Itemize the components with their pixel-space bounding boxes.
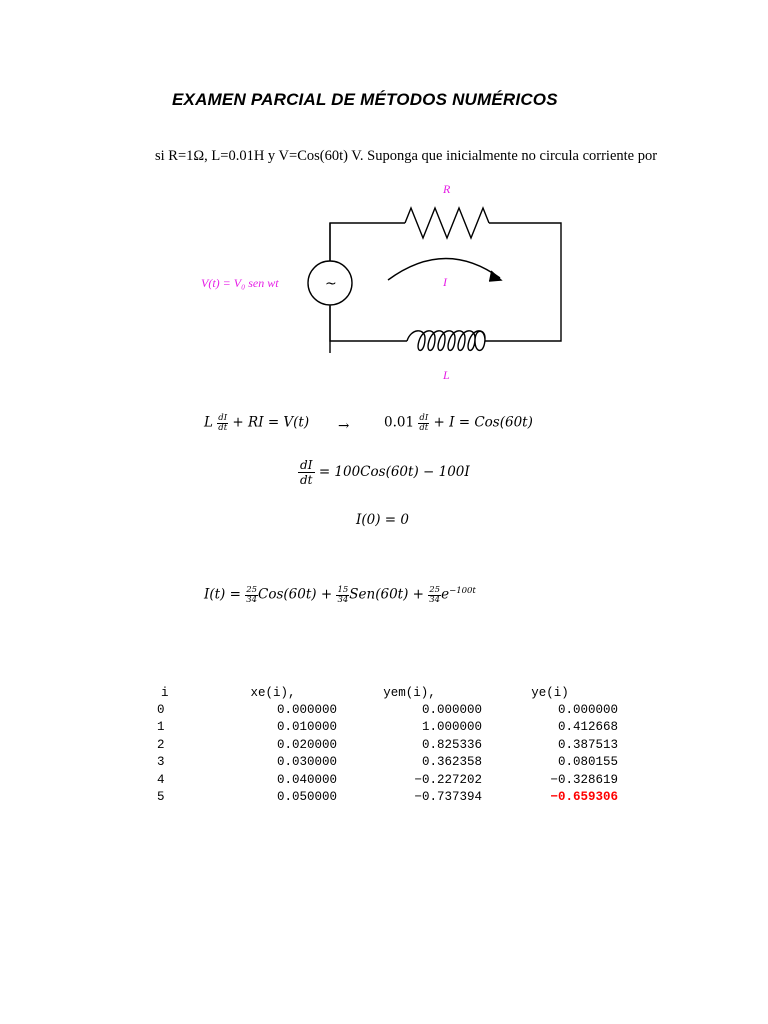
implies-arrow: →: [338, 418, 350, 434]
header-i: i: [161, 685, 169, 700]
arrow-head-icon: [489, 271, 501, 281]
resistor-label: R: [443, 182, 451, 196]
bottom-wire-left: [330, 306, 407, 341]
source-label: V(t) = V₀ sen wt: [201, 276, 279, 290]
table-row: 1 0.010000 1.000000 0.412668: [157, 720, 618, 735]
table-row: 0 0.000000 0.000000 0.000000: [157, 703, 618, 718]
highlighted-value: −0.659306: [550, 790, 618, 805]
header-ye: ye(i): [531, 685, 569, 700]
initial-condition: I(0) = 0: [356, 512, 409, 528]
page-title: EXAMEN PARCIAL DE MÉTODOS NUMÉRICOS: [172, 90, 558, 109]
source-symbol: ~: [325, 276, 337, 292]
header-yem: yem(i),: [383, 685, 436, 700]
table-header-row: [155, 684, 618, 701]
table-row: 5 0.050000 −0.737394 −0.659306: [157, 790, 618, 805]
current-label: I: [443, 275, 447, 289]
header-xe: xe(i),: [250, 685, 296, 700]
inductor-label: L: [443, 368, 450, 382]
inductor-coil: [407, 331, 485, 351]
results-table: [155, 684, 618, 806]
table-row: 4 0.040000 −0.227202 −0.328619: [157, 772, 618, 787]
ode-specific: 0.01 $\frac{dI}{dt}$ + I = Cos(60t): [384, 413, 533, 433]
table-row: 2 0.020000 0.825336 0.387513: [157, 737, 618, 752]
rl-circuit-diagram: [195, 178, 575, 383]
ode-general: L $\frac{dI}{dt}$ + RI = V(t): [204, 413, 310, 433]
resistor-zigzag: [405, 208, 489, 238]
top-wire-right: [485, 223, 561, 341]
table-row: 3 0.030000 0.362358 0.080155: [157, 755, 618, 770]
ode-solved: $\frac{dI}{dt}$ = 100Cos(60t) − 100I: [300, 458, 470, 487]
analytic-solution: I(t) = $\frac{25}{34}$ Cos(60t) + $\frac{15}{34}$ Sen(60t) + $\frac{25}{34}$ $e^{-100t}$: [204, 585, 476, 605]
problem-statement: si R=1Ω, L=0.01H y V=Cos(60t) V. Suponga que inicialmente no circula corriente por: [155, 148, 658, 164]
